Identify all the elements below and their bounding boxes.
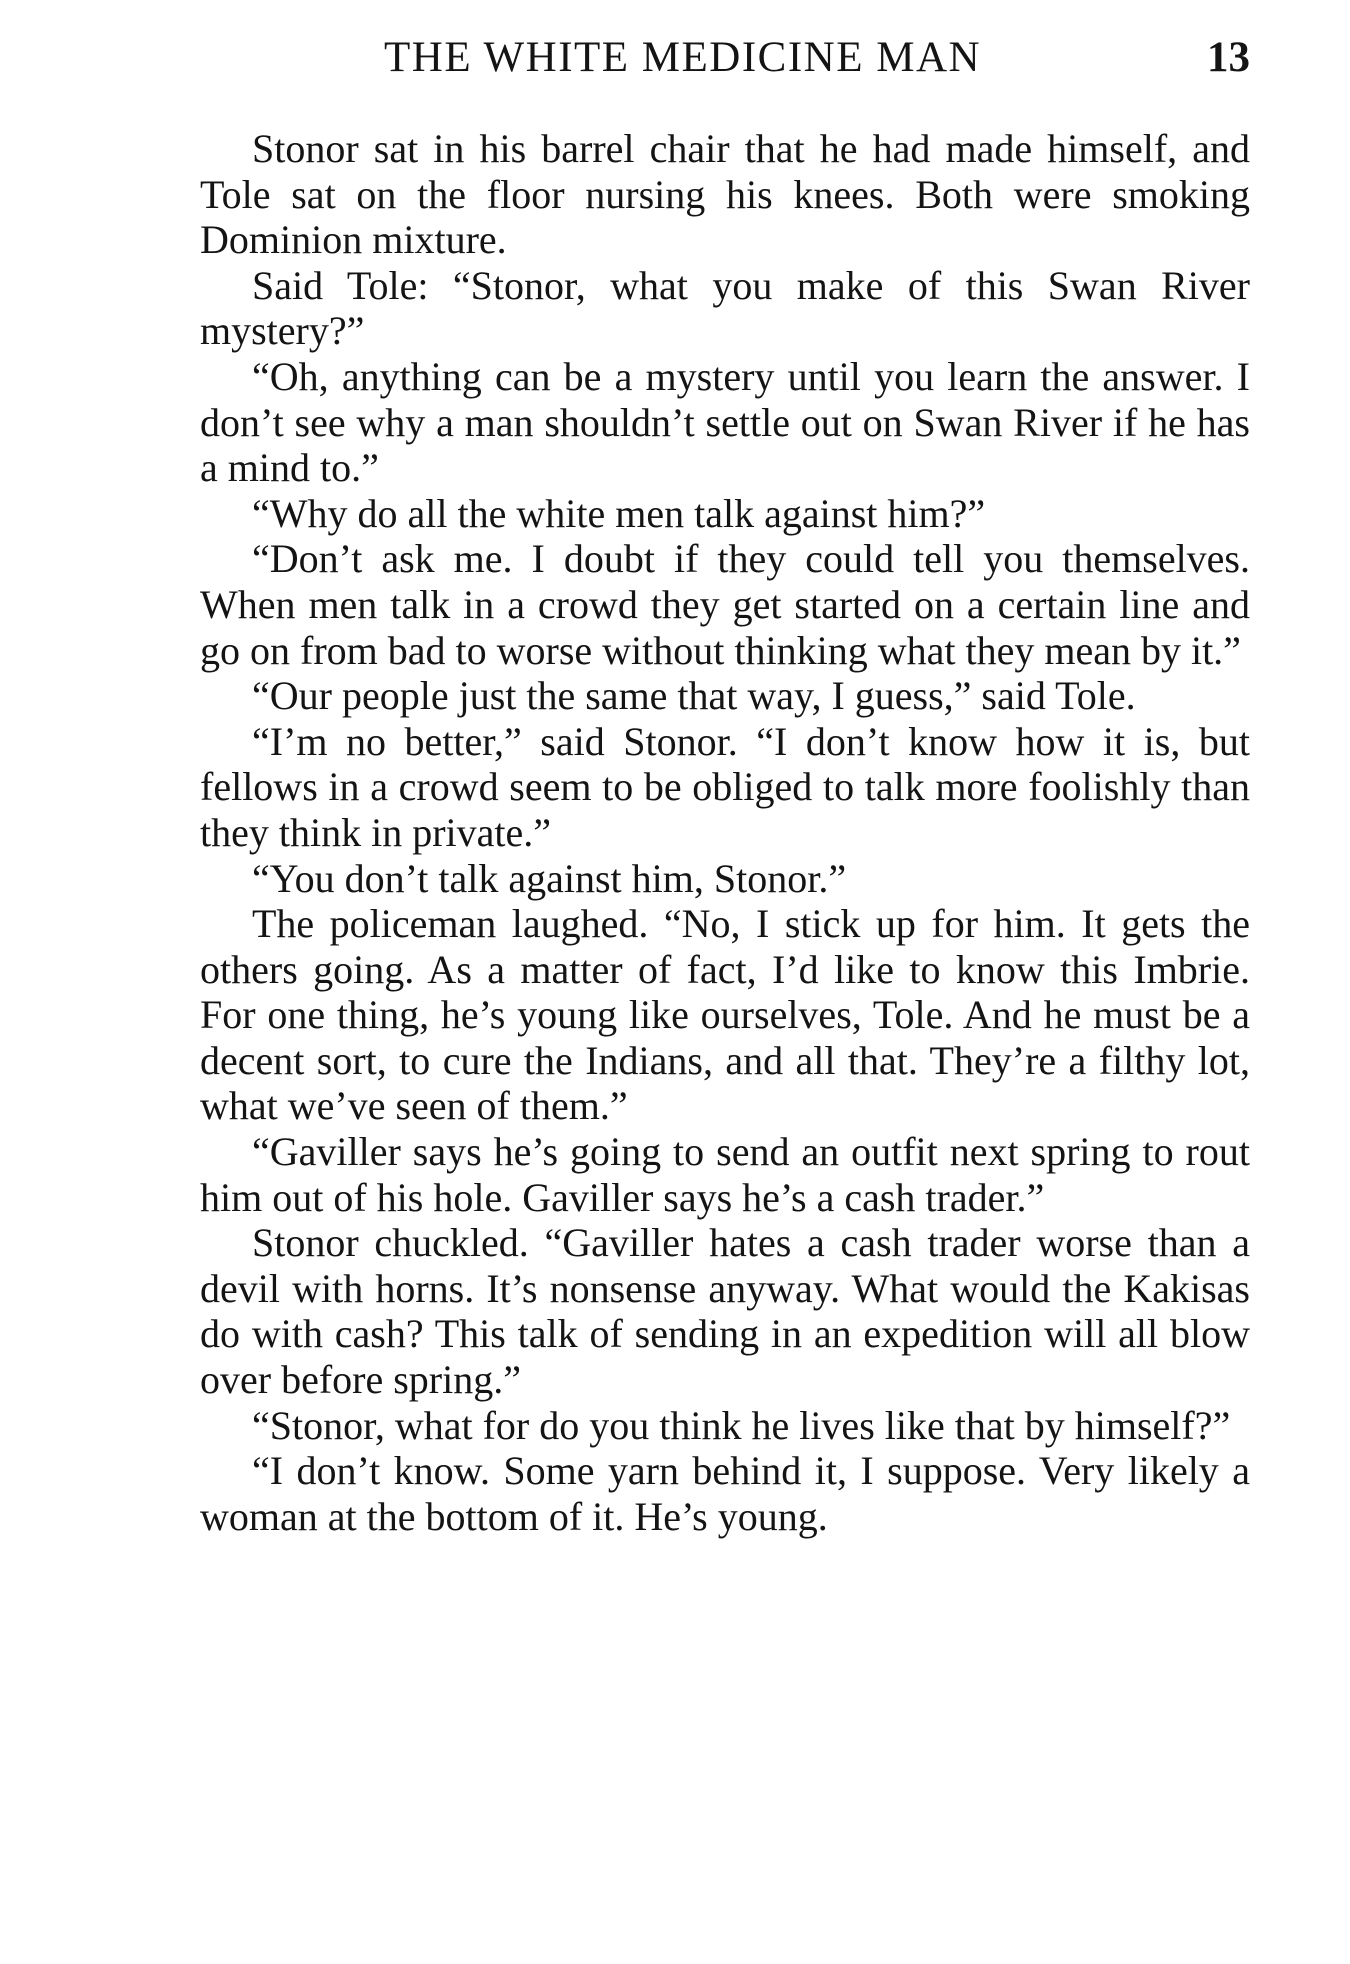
paragraph: “Our people just the same that way, I guess,” said Tole.	[252, 673, 1136, 719]
paragraph: “You don’t talk against him, Stonor.”	[252, 855, 847, 901]
paragraph: “Don’t ask me. I doubt if they could tell you themselves. When men talk in a crowd they get started on a certain line and go on from bad to worse without thinking what they mean by it.”	[200, 536, 1250, 673]
paragraph: The policeman laughed. “No, I stick up for him. It gets the others going. As a matter of fact, I’d like to know this Imbrie. For one thing, he’s young like ourselves, Tole. And he must be a decent sort, to cure the Indians, and all that. They’re a filthy lot, what we’ve seen of them.”	[200, 901, 1250, 1129]
paragraph: Stonor sat in his barrel chair that he had made himself, and Tole sat on the floor nursing his knees. Both were smoking Dominion mixture.	[200, 126, 1250, 263]
paragraph: “I don’t know. Some yarn behind it, I suppose. Very likely a woman at the bottom of it. He’s young.	[200, 1448, 1250, 1539]
paragraph: “Stonor, what for do you think he lives like that by himself?”	[252, 1402, 1231, 1448]
paragraph: “Oh, anything can be a mystery until you learn the answer. I don’t see why a man shouldn’t settle out on Swan River if he has a mind to.”	[200, 353, 1250, 491]
paragraph: Stonor chuckled. “Gaviller hates a cash trader worse than a devil with horns. It’s nonsense anyway. What would the Kakisas do with cash? This talk of sending in an expedition will all blow over before spring.”	[200, 1220, 1250, 1403]
running-title: THE WHITE MEDICINE MAN	[384, 34, 982, 81]
running-head	[200, 28, 1250, 88]
paragraph: “Gaviller says he’s going to send an outfit next spring to rout him out of his hole. Gaviller says he’s a cash trader.”	[200, 1129, 1250, 1220]
paragraph: Said Tole: “Stonor, what you make of this Swan River mystery?”	[200, 262, 1250, 354]
body-text	[200, 126, 1250, 1539]
paragraph: “I’m no better,” said Stonor. “I don’t know how it is, but fellows in a crowd seem to be obliged to talk more foolishly than they think in private.”	[200, 718, 1250, 855]
page-number: 13	[1207, 34, 1250, 81]
paragraph: “Why do all the white men talk against him?”	[252, 490, 986, 536]
